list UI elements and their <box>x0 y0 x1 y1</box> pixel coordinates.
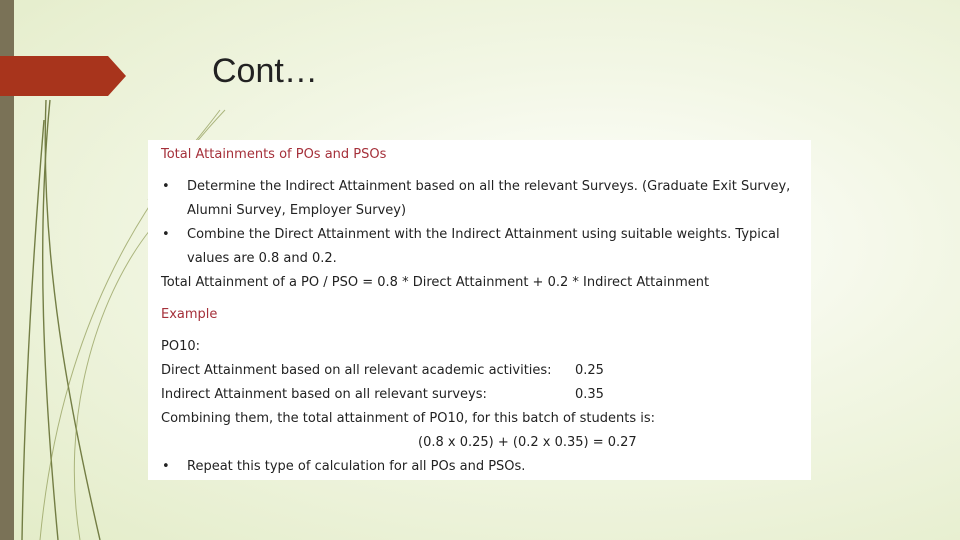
list-item-text: Determine the Indirect Attainment based on all the relevant Surveys. (Graduate Exit Survey, Alumni Survey, Employer Survey) <box>187 179 791 218</box>
row-label: Direct Attainment based on all relevant academic activities: <box>161 363 552 378</box>
bullet-list-top <box>161 175 801 271</box>
combine-text: Combining them, the total attainment of PO10, for this batch of students is: <box>161 411 655 426</box>
heading-example: Example <box>161 307 218 322</box>
title-marker-arrow <box>0 56 126 96</box>
bullet-list-bottom <box>161 455 801 479</box>
content-panel <box>148 140 811 480</box>
list-item <box>161 175 801 223</box>
bullet-icon: • <box>162 179 170 194</box>
row-value: 0.25 <box>575 363 604 378</box>
list-item-text: Combine the Direct Attainment with the Indirect Attainment using suitable weights. Typical values are 0.8 and 0.2. <box>187 227 780 266</box>
list-item-text: Repeat this type of calculation for all POs and PSOs. <box>187 459 526 474</box>
row-label: Indirect Attainment based on all relevant surveys: <box>161 387 487 402</box>
heading-total-attainments: Total Attainments of POs and PSOs <box>161 147 387 162</box>
row-value: 0.35 <box>575 387 604 402</box>
slide-title: Cont… <box>212 52 318 90</box>
list-item <box>161 455 801 479</box>
po-label: PO10: <box>161 339 200 354</box>
value-row-indirect <box>161 383 801 407</box>
value-row-direct <box>161 359 801 383</box>
formula-text: Total Attainment of a PO / PSO = 0.8 * Direct Attainment + 0.2 * Indirect Attainment <box>161 275 710 290</box>
calculation-result: (0.8 x 0.25) + (0.2 x 0.35) = 0.27 <box>418 435 637 450</box>
bullet-icon: • <box>162 459 170 474</box>
bullet-icon: • <box>162 227 170 242</box>
list-item <box>161 223 801 271</box>
